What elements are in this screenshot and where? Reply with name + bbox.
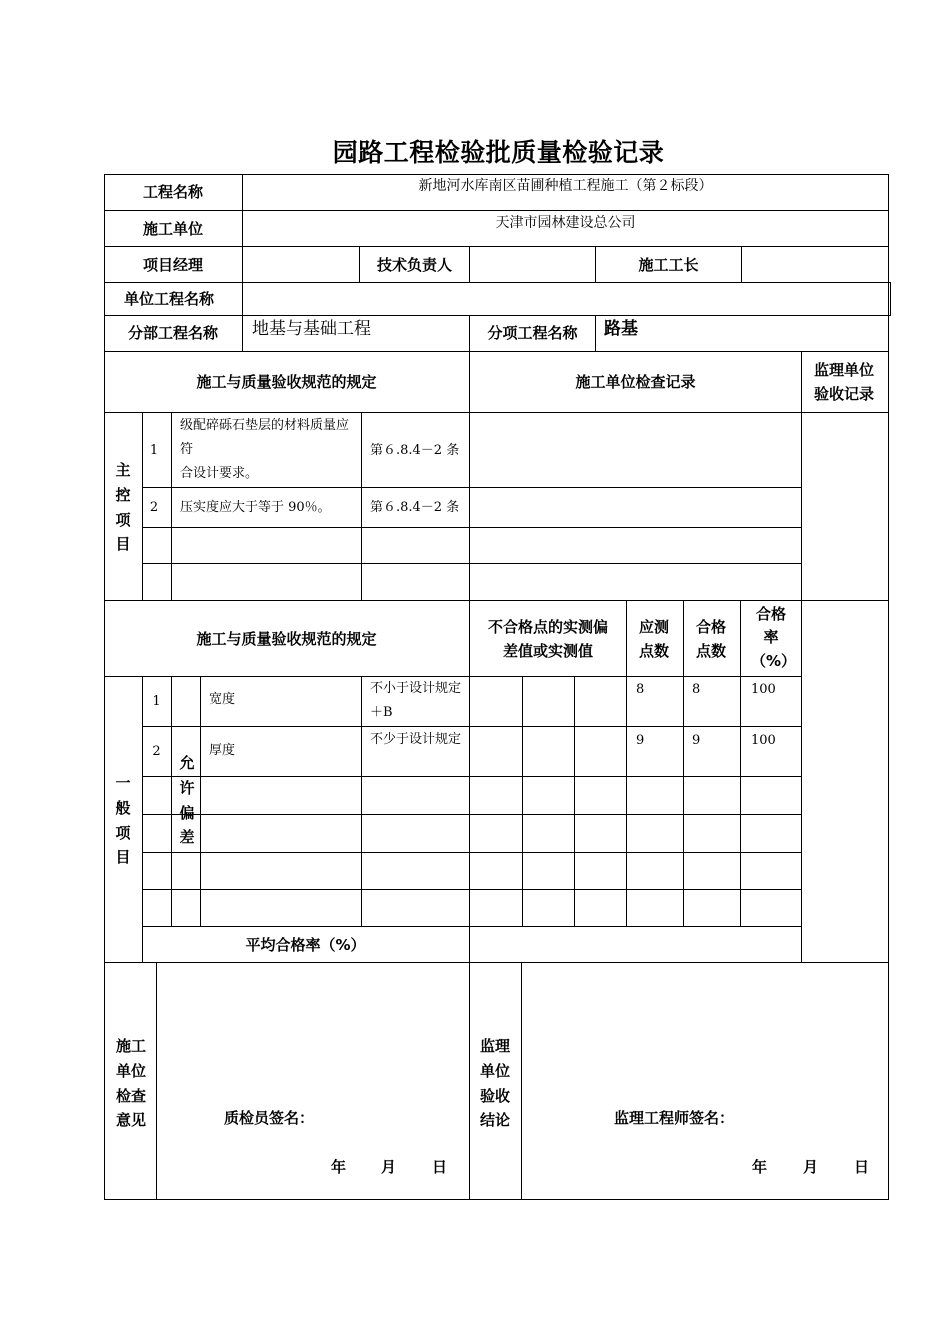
main-control-group-label: 主控项目	[115, 461, 131, 554]
inspector-signature-label: 质检员签名：	[224, 1109, 315, 1127]
divider	[104, 962, 889, 963]
divider	[361, 412, 362, 600]
item-clause: 第６.8.4－2 条	[370, 443, 460, 458]
table-border	[104, 174, 889, 175]
pass-count-value: 8	[692, 682, 701, 697]
divider	[156, 962, 157, 1200]
divider	[142, 487, 802, 488]
divider	[801, 351, 802, 962]
pass-rate-value: 100	[751, 682, 776, 697]
divider	[171, 412, 172, 600]
item-description	[180, 414, 358, 486]
divider	[595, 315, 596, 351]
divider	[142, 676, 143, 962]
divider	[142, 563, 802, 564]
divider	[142, 776, 802, 777]
project-name-label: 工程名称	[142, 183, 203, 201]
construction-unit-value: 天津市园林建设总公司	[495, 215, 636, 231]
should-count-value: 8	[636, 682, 645, 697]
item-spec: 不少于设计规定	[370, 732, 462, 747]
divider	[469, 962, 470, 1200]
divider	[104, 600, 889, 601]
divider	[242, 174, 243, 351]
divider	[469, 246, 470, 282]
divider	[740, 600, 741, 926]
tolerance-label: 允许偏差	[179, 754, 195, 847]
project-name-value: 新地河水库南区苗圃种植工程施工（第２标段）	[418, 178, 713, 194]
divider	[104, 246, 889, 247]
item-project-value: 路基	[604, 319, 638, 339]
item-number: 1	[149, 443, 159, 458]
item-project-label: 分项工程名称	[487, 324, 578, 342]
item-description-line: 合设计要求。	[180, 466, 259, 482]
spec-header: 施工与质量验收规范的规定	[196, 373, 377, 391]
general-group-label: 一般项目	[115, 774, 131, 867]
supervisor-header: 监理单位验收记录	[813, 361, 874, 403]
divider	[104, 210, 889, 211]
engineer-signature-label: 监理工程师签名：	[614, 1109, 735, 1127]
divider	[104, 351, 889, 352]
divider	[890, 282, 891, 316]
item-name: 厚度	[209, 743, 236, 758]
divider	[104, 315, 891, 316]
divider	[142, 852, 802, 853]
sub-project-value: 地基与基础工程	[252, 319, 371, 339]
pass-rate-header: 合格率（%）	[751, 605, 797, 670]
should-count-header: 应测点数	[638, 618, 669, 660]
divider	[142, 926, 802, 927]
date-month: 月	[381, 1158, 397, 1176]
divider	[469, 600, 470, 962]
date-year: 年	[331, 1158, 347, 1176]
pass-rate-value: 100	[751, 733, 776, 748]
divider	[683, 600, 684, 926]
divider	[104, 282, 891, 283]
divider	[521, 962, 522, 1200]
divider	[171, 676, 172, 926]
item-description-line: 级配碎砾石垫层的材料质量应符	[180, 418, 350, 458]
item-number: 2	[149, 500, 159, 515]
divider	[522, 676, 523, 926]
date-day: 日	[432, 1158, 448, 1176]
spec-header: 施工与质量验收规范的规定	[196, 630, 377, 648]
item-number: 1	[152, 694, 161, 709]
divider	[741, 246, 742, 282]
item-number: 2	[152, 744, 161, 759]
date-day: 日	[854, 1158, 870, 1176]
divider	[626, 600, 627, 926]
table-border	[104, 1199, 889, 1200]
construction-unit-label: 施工单位	[142, 220, 203, 238]
table-border	[888, 174, 889, 1200]
pass-count-value: 9	[692, 733, 701, 748]
divider	[574, 676, 575, 926]
date-year: 年	[752, 1158, 768, 1176]
divider	[142, 726, 802, 727]
construction-opinion-label: 施工单位检查意见	[115, 1037, 146, 1130]
tech-lead-label: 技术负责人	[376, 256, 452, 274]
item-spec: 不小于设计规定＋B	[370, 681, 462, 721]
divider	[142, 889, 802, 890]
divider	[200, 676, 201, 926]
item-description: 压实度应大于等于 90％。	[180, 500, 331, 515]
divider	[142, 814, 802, 815]
divider	[104, 412, 889, 413]
unit-project-label: 单位工程名称	[124, 290, 215, 308]
item-name: 宽度	[209, 692, 236, 707]
pass-count-header: 合格点数	[695, 618, 726, 660]
foreman-label: 施工工长	[638, 256, 699, 274]
should-count-value: 9	[636, 733, 645, 748]
page-title: 园路工程检验批质量检验记录	[332, 138, 665, 167]
avg-rate-label: 平均合格率（%）	[245, 936, 366, 954]
date-month: 月	[803, 1158, 819, 1176]
project-manager-label: 项目经理	[142, 256, 203, 274]
sub-project-label: 分部工程名称	[127, 324, 218, 342]
deviation-header: 不合格点的实测偏差值或实测值	[487, 618, 608, 660]
divider	[361, 676, 362, 926]
divider	[142, 527, 802, 528]
supervisor-conclusion-label: 监理单位验收结论	[479, 1037, 510, 1130]
item-clause: 第６.8.4－2 条	[370, 500, 460, 515]
check-record-header: 施工单位检查记录	[575, 373, 696, 391]
